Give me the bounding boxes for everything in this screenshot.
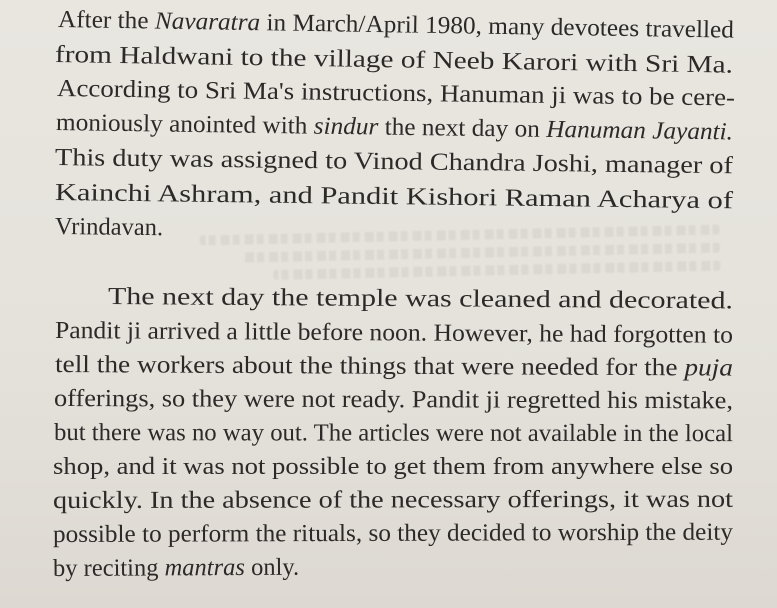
- text-run: in March/April 1980, many devotees travelled: [259, 9, 735, 44]
- italic-term: puja: [684, 354, 734, 382]
- text-line: [55, 350, 733, 384]
- italic-term: mantras: [164, 553, 245, 582]
- italic-term: Hanuman Jayanti.: [545, 115, 734, 146]
- text-line: [53, 518, 733, 550]
- text-run: the next day on: [378, 113, 547, 143]
- text-line: [53, 553, 299, 584]
- text-run: According to Sri Ma's instructions, Hanuman ji was to be cere-: [56, 75, 736, 112]
- text-line: [54, 384, 733, 416]
- italic-term: sindur: [313, 112, 379, 141]
- text-line: [55, 212, 163, 243]
- text-run: moniously anointed with: [55, 109, 314, 140]
- text-run: The next day the temple was cleaned and decorated.: [107, 283, 734, 315]
- text-line: [58, 5, 734, 46]
- text-run: offerings, so they were not ready. Pandit ji regretted his mistake,: [53, 385, 734, 415]
- text-run: from Haldwani to the village of Neeb Karori with Sri Ma.: [54, 41, 734, 79]
- text-line: [108, 282, 733, 316]
- text-run: tell the workers about the things that were needed for the: [54, 351, 685, 382]
- text-line: [53, 485, 733, 516]
- text-line: [54, 418, 733, 449]
- text-line: [53, 452, 733, 482]
- text-run: Pandit ji arrived a little before noon. However, he had forgotten to: [54, 317, 734, 349]
- text-run: Vrindavan.: [54, 213, 164, 242]
- text-line: [57, 74, 735, 113]
- text-run: This duty was assigned to Vinod Chandra Joshi, manager of: [54, 144, 734, 180]
- text-run: After the: [57, 6, 156, 35]
- text-line: [55, 316, 733, 351]
- text-run: Kainchi Ashram, and Pandit Kishori Raman Acharya of: [54, 179, 734, 215]
- text-line: [55, 143, 733, 181]
- text-run: shop, and it was not possible to get them from anywhere else so: [53, 453, 734, 480]
- show-through-text: [199, 217, 720, 288]
- italic-term: Navaratra: [154, 7, 261, 37]
- text-line: [55, 178, 733, 216]
- text-line: [56, 108, 733, 147]
- text-run: by reciting: [52, 554, 165, 582]
- text-run: quickly. In the absence of the necessary offerings, it was not: [52, 485, 734, 514]
- text-run: only.: [244, 553, 300, 581]
- text-run: but there was no way out. The articles were not available in the local: [53, 419, 734, 448]
- text-run: possible to perform the rituals, so they decided to worship the deity: [52, 518, 734, 548]
